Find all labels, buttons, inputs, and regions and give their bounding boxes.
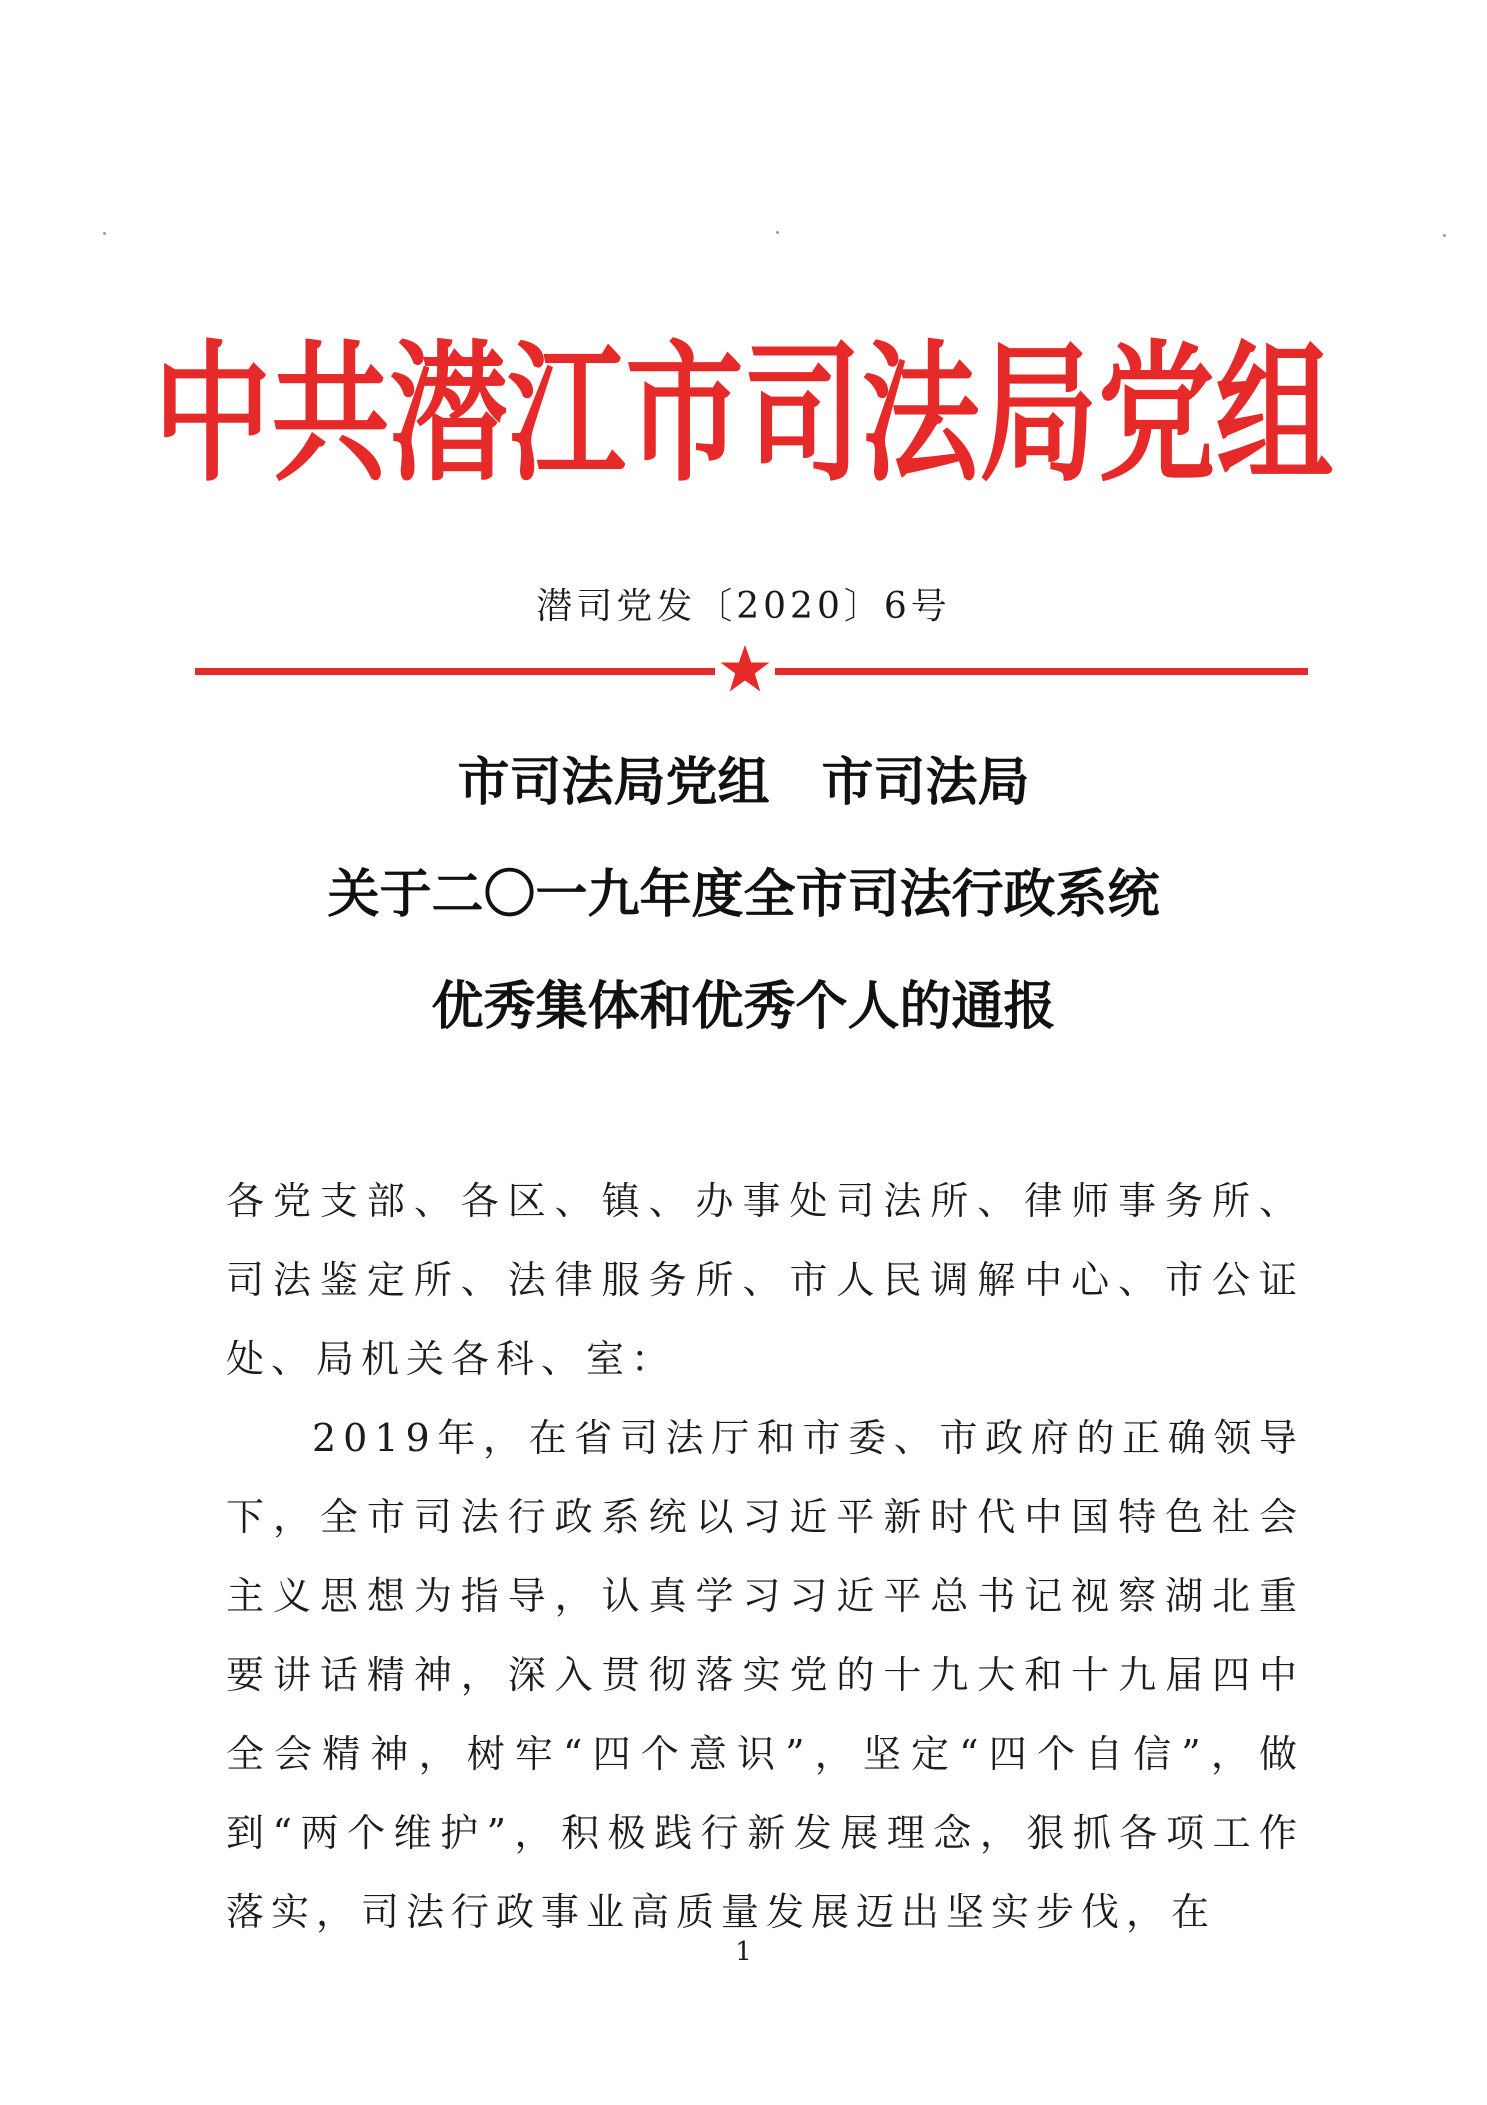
scan-speck — [776, 231, 779, 234]
masthead-title: 中共潜江市司法局党组 — [153, 324, 1334, 503]
scan-speck — [1443, 234, 1446, 237]
title-issuer-party-group: 市司法局党组 — [457, 752, 770, 813]
recipients-paragraph: 各党支部、各区、镇、办事处司法所、律师事务所、司法鉴定所、法律服务所、市人民调解中心、市公证处、局机关各科、室： — [226, 1179, 1304, 1381]
red-separator-left — [195, 668, 715, 675]
page-number: 1 — [735, 1937, 752, 1967]
title-line-2: 关于二〇一九年度全市司法行政系统 — [327, 864, 1160, 925]
title-line-3: 优秀集体和优秀个人的通报 — [431, 976, 1056, 1037]
title-line-1 — [0, 748, 1487, 818]
body-paragraph: 2019年，在省司法厅和市委、市政府的正确领导下，全市司法行政系统以习近平新时代中国特色社会主义思想为指导，认真学习习近平总书记视察湖北重要讲话精神，深入贯彻落实党的十九大和十九届四中全会精神，树牢“四个意识”，坚定“四个自信”，做到“两个维护”，积极践行新发展理念，狠抓各项工作落实，司法行政事业高质量发展迈出坚实步伐，在 — [226, 1416, 1304, 1934]
red-separator-right — [775, 668, 1308, 675]
star-icon — [718, 643, 772, 697]
document-number: 潜司党发〔2020〕6号 — [536, 586, 951, 627]
title-issuer-bureau: 市司法局 — [821, 752, 1030, 813]
scan-speck — [103, 232, 106, 235]
